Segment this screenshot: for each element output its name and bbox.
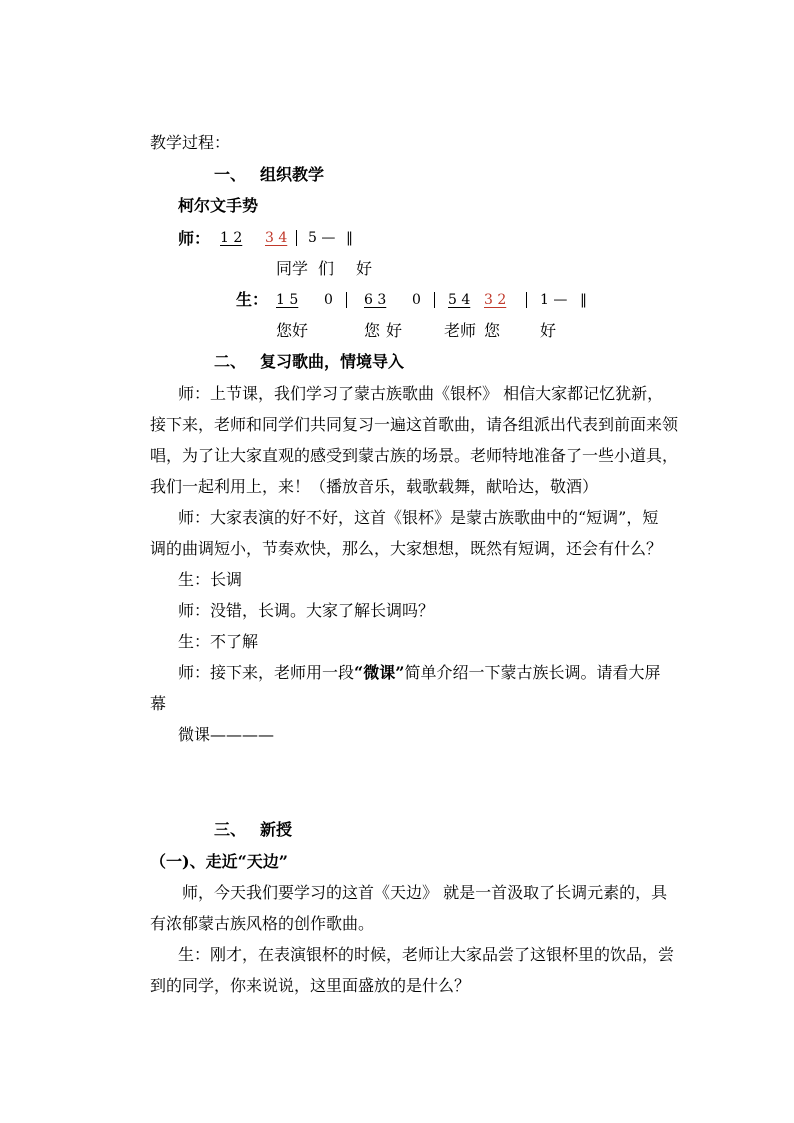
student-notes-4: 3 2 [484, 292, 507, 308]
paragraph-line: 唱，为了让大家直观的感受到蒙古族的场景。老师特地准备了一些小道具， [150, 446, 679, 465]
subsection-1-title: （一)、走近“天边” [150, 852, 288, 871]
paragraph-line: 师：上节课，我们学习了蒙古族歌曲《银杯》 相信大家都记忆犹新， [178, 384, 664, 403]
teacher-reply-2-a: 师：接下来，老师用一段 [178, 663, 355, 682]
student-lyric-3: 好 [386, 321, 403, 340]
student-notes-3: 5 4 [448, 292, 471, 308]
microlesson-line: 微课———— [178, 725, 275, 744]
student-rest-2: 0 [412, 292, 421, 308]
paragraph-line: 生：刚才，在表演银杯的时候，老师让大家品尝了这银杯里的饮品，尝 [178, 945, 675, 964]
student-reply-1: 生：长调 [178, 570, 243, 589]
teacher-lyric-1: 同学 [276, 259, 309, 278]
teacher-reply-2-c: 简单介绍一下蒙古族长调。请看大屏 [404, 663, 661, 682]
section-2-title: 复习歌曲，情境导入 [260, 352, 405, 371]
paragraph-line: 有浓郁蒙古族风格的创作歌曲。 [150, 914, 375, 933]
student-lyric-6: 好 [540, 321, 557, 340]
paragraph-line: 到的同学，你来说说，这里面盛放的是什么？ [150, 976, 471, 995]
student-lyric-1: 您好 [276, 321, 309, 340]
paragraph-line: 师：大家表演的好不好，这首《银杯》是蒙古族歌曲中的“短调”，短 [178, 508, 659, 527]
teacher-reply-2 [178, 663, 660, 683]
barline [346, 292, 347, 308]
paragraph-line: 接下来，老师和同学们共同复习一遍这首歌曲，请各组派出代表到前面来领 [150, 415, 679, 434]
student-lyric-2: 您 [364, 321, 381, 340]
microlesson-term: “微课” [354, 663, 405, 682]
barline [434, 292, 435, 308]
teacher-label: 师： [178, 229, 211, 248]
process-title: 教学过程： [150, 133, 231, 152]
teacher-lyric-2: 们 [318, 259, 335, 278]
student-notes-2: 6 3 [364, 292, 387, 308]
teacher-reply-1: 师：没错，长调。大家了解长调吗？ [178, 601, 435, 620]
student-rest-1: 0 [324, 292, 333, 308]
student-notes-1: 1 5 [276, 292, 299, 308]
teacher-end-bar: ‖ [346, 230, 353, 246]
student-label: 生： [236, 290, 269, 309]
barline [296, 230, 297, 246]
teacher-lyric-3: 好 [356, 259, 373, 278]
student-lyric-4: 老师 [444, 321, 477, 340]
paragraph-line: 我们一起利用上，来！（播放音乐，载歌载舞，献哈达，敬酒） [150, 477, 599, 496]
teacher-notes-1: 1 2 [220, 230, 243, 246]
paragraph-line: 师，今天我们要学习的这首《天边》 就是一首汲取了长调元素的，具 [182, 883, 668, 902]
student-end-bar: ‖ [580, 292, 587, 308]
teacher-notes-2: 3 4 [265, 230, 288, 246]
student-reply-2: 生：不了解 [178, 632, 259, 651]
section-2-number: 二、 [214, 352, 247, 371]
teacher-reply-2-cont: 幕 [150, 694, 167, 713]
barline [526, 292, 527, 308]
section-1-title: 组织教学 [260, 165, 325, 184]
section-3-number: 三、 [214, 820, 247, 839]
kodaly-heading: 柯尔文手势 [178, 196, 259, 215]
teacher-notes-3: 5 — [308, 230, 336, 246]
section-1-number: 一、 [214, 165, 247, 184]
section-3-title: 新授 [260, 820, 293, 839]
paragraph-line: 调的曲调短小，节奏欢快，那么，大家想想，既然有短调，还会有什么？ [150, 539, 663, 558]
student-notes-5: 1 — [540, 292, 568, 308]
student-lyric-5: 您 [484, 321, 501, 340]
